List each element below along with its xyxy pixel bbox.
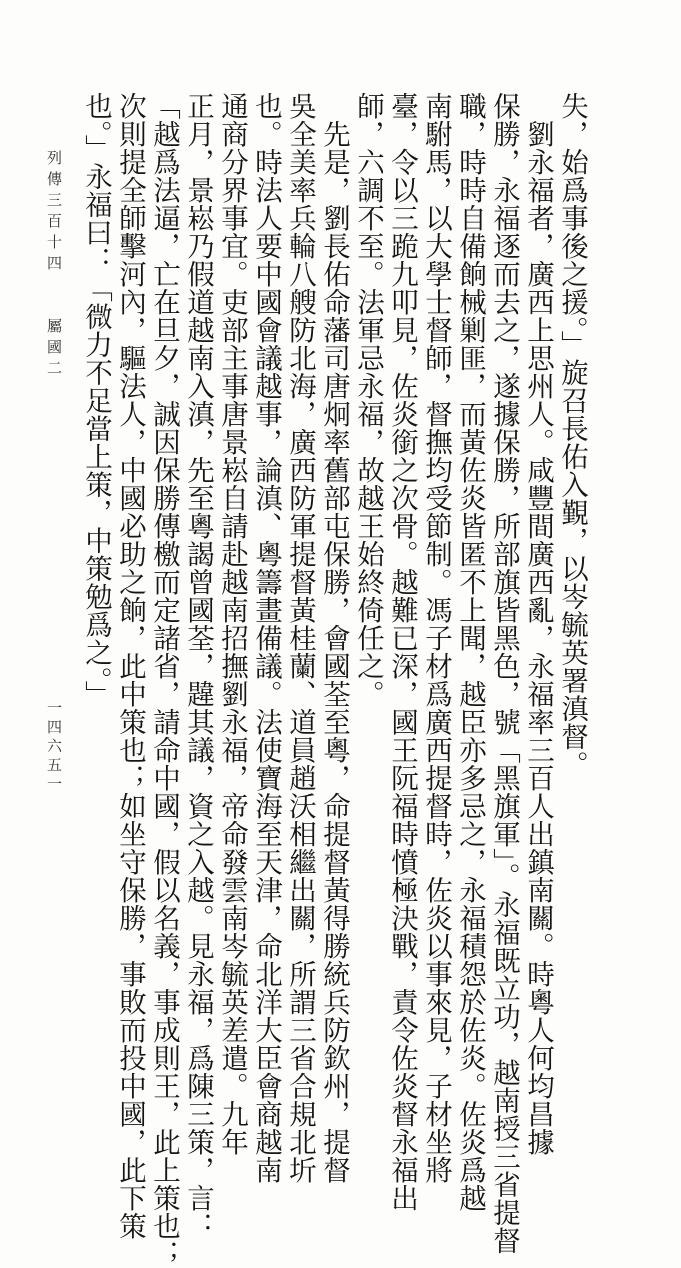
text-column: 保勝，永福逐而去之，遂據保勝，所部旗皆黑色，號「黑旗軍」。永福既立功，越南授三省提督 — [488, 92, 520, 1255]
text-column: 「越爲法逼，亡在旦夕，誠因保勝傳檄而定諸省，請命中國，假以名義，事成則王，此上策也； — [148, 92, 180, 1268]
running-header — [44, 150, 65, 381]
text-column: 職，時時自備餉械剿匪，而黃佐炎皆匿不上聞，越臣亦多忌之，永福積怨於佐炎。佐炎爲越 — [454, 92, 486, 1212]
section-title: 屬國二 — [45, 318, 63, 381]
text-column: 劉永福者，廣西上思州人。咸豐間廣西亂，永福率三百人出鎮南關。時粵人何均昌據 — [522, 92, 554, 1156]
book-title: 列傳三百十四 — [45, 150, 63, 276]
body-text — [79, 92, 589, 1268]
text-column: 失，始爲事後之援。」旋召長佑入覲，以岑毓英署滇督。 — [556, 92, 588, 779]
text-column: 先是，劉長佑命藩司唐炯率舊部屯保勝，會國荃至粵，命提督黃得勝統兵防欽州，提督 — [318, 92, 350, 1184]
text-column: 南駙馬，以大學士督師，督撫均受節制。馮子材爲廣西提督時，佐炎以事來見，子材坐將 — [420, 92, 452, 1184]
text-column: 師，六調不至。法軍忌永福，故越王始終倚任之。 — [352, 92, 384, 708]
text-column: 次則提全師擊河內，驅法人，中國必助之餉，此中策也；如坐守保勝，事敗而投中國，此下策 — [114, 92, 146, 1240]
text-column: 通商分界事宜。吏部主事唐景崧自請赴越南招撫劉永福，帝命發雲南岑毓英差遣。九年 — [216, 92, 248, 1156]
text-column: 臺，令以三跪九叩見，佐炎銜之次骨。越難已深，國王阮福時憤極決戰，責令佐炎督永福出 — [386, 92, 418, 1212]
text-column: 也。時法人要中國會議越事，論滇、粵籌畫備議。法使寶海至天津，命北洋大臣會商越南 — [250, 92, 282, 1184]
text-column: 正月，景崧乃假道越南入滇，先至粵謁曾國荃，韙其議，資之入越。見永福，爲陳三策，言： — [182, 92, 214, 1240]
text-column: 也。」永福曰：「微力不足當上策，中策勉爲之。」 — [80, 92, 112, 709]
text-column: 吳全美率兵輪八艘防北海，廣西防軍提督黃桂蘭、道員趙沃相繼出關，所謂三省合規北圻 — [284, 92, 316, 1184]
page-number: 一四六五一 — [45, 700, 63, 795]
